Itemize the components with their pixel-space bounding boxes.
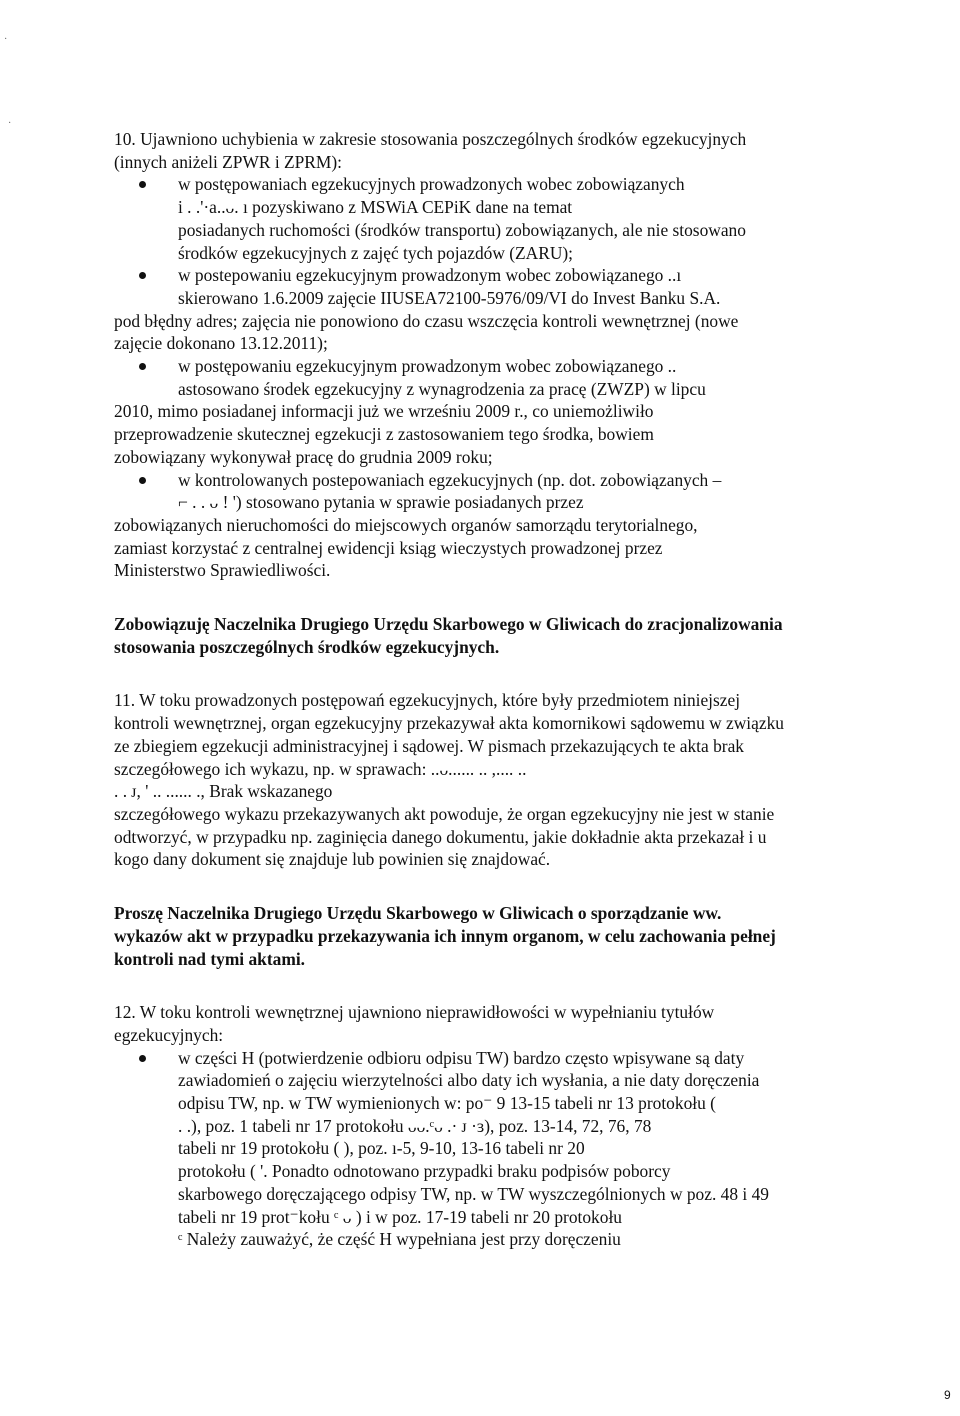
list-item-line: 2010, mimo posiadanej informacji już we wrześniu 2009 r., co uniemożliwiło xyxy=(114,401,654,422)
list-item-line: tabeli nr 19 protokołu ( ), poz. ı-5, 9-10, 13-16 tabeli nr 20 xyxy=(178,1138,585,1159)
scan-speck: · xyxy=(4,34,8,45)
list-item-line: tabeli nr 19 prot⁻kołu ᶜ ᴗ ) i w poz. 17-19 tabeli nr 20 protokołu xyxy=(178,1206,622,1227)
section-10-list-cont xyxy=(114,469,960,514)
document-body xyxy=(114,128,960,1251)
list-item-line: skierowano 1.6.2009 zajęcie IIUSEA72100-5976/09/VI do Invest Banku S.A. xyxy=(178,287,721,308)
list-item-line: przeprowadzenie skutecznej egzekucji z zastosowaniem tego środka, bowiem xyxy=(114,424,654,445)
instruction-line: Zobowiązuję Naczelnika Drugiego Urzędu Skarbowego w Gliwicach do zracjonalizowania xyxy=(114,614,783,635)
section-11-line: szczegółowego ich wykazu, np. w sprawach: ..ᴗ...... .. ,.... .. xyxy=(114,758,527,779)
list-item xyxy=(114,355,960,400)
instruction-1 xyxy=(114,613,960,658)
bullet-icon xyxy=(139,1055,146,1062)
instruction-2 xyxy=(114,902,960,970)
list-item-line: środków egzekucyjnych z zajęć tych pojazdów (ZARU); xyxy=(178,242,574,263)
list-item-line: pod błędny adres; zajęcia nie ponowiono do czasu wszczęcia kontroli wewnętrznej (nowe xyxy=(114,310,739,331)
section-10-line: 10. Ujawniono uchybienia w zakresie stosowania poszczególnych środków egzekucyjnych xyxy=(114,129,747,149)
list-item-line: w postepowaniu egzekucyjnym prowadzonym wobec zobowiązanego ..ı xyxy=(178,265,682,286)
instruction-line: kontroli nad tymi aktami. xyxy=(114,948,305,969)
section-10-list xyxy=(114,173,960,309)
list-item-line: zobowiązanych nieruchomości do miejscowych organów samorządu terytorialnego, xyxy=(114,514,698,535)
section-11-line: kontroli wewnętrznej, organ egzekucyjny przekazywał akta komornikowi sądowemu w związku xyxy=(114,713,784,734)
section-11-line: kogo dany dokument się znajduje lub powinien się znajdować. xyxy=(114,849,551,870)
section-11 xyxy=(114,689,960,871)
list-item-line: Ministerstwo Sprawiedliwości. xyxy=(114,560,331,581)
bullet-icon xyxy=(139,363,146,370)
list-item-line: w postępowaniu egzekucyjnym prowadzonym wobec zobowiązanego .. xyxy=(178,356,677,377)
section-11-line: 11. W toku prowadzonych postępowań egzekucyjnych, które były przedmiotem niniejszej xyxy=(114,690,741,711)
list-item-line: astosowano środek egzekucyjny z wynagrodzenia za pracę (ZWZP) w lipcu xyxy=(178,378,706,399)
instruction-line: wykazów akt w przypadku przekazywania ich innym organom, w celu zachowania pełnej xyxy=(114,925,776,946)
section-12-line: 12. W toku kontroli wewnętrznej ujawniono nieprawidłowości w wypełnianiu tytułów xyxy=(114,1002,715,1023)
section-12-line: egzekucyjnych: xyxy=(114,1024,224,1045)
section-11-line: ze zbiegiem egzekucji administracyjnej i sądowej. W pismach przekazujących te akta brak xyxy=(114,735,744,756)
list-item-line: i . .'·a..ᴗ. ı pozyskiwano z MSWiA CEPiK dane na temat xyxy=(178,197,573,218)
section-12 xyxy=(114,1001,960,1251)
list-item-line: ⌐ . . ᴗ ! ') stosowano pytania w sprawie posiadanych przez xyxy=(178,492,584,513)
list-item-line: zawiadomień o zajęciu wierzytelności albo daty ich wysłania, a nie daty doręczenia xyxy=(178,1070,760,1091)
list-item-line: odpisu TW, np. w TW wymienionych w: po⁻ 9 13-15 tabeli nr 13 protokołu ( xyxy=(178,1093,716,1114)
section-11-line: szczegółowego wykazu przekazywanych akt powoduje, że organ egzekucyjny nie jest w stanie xyxy=(114,803,775,824)
list-item-line: zamiast korzystać z centralnej ewidencji ksiąg wieczystych prowadzonej przez xyxy=(114,537,663,558)
list-item-line: skarbowego doręczającego odpisy TW, np. w TW wyszczególnionych w poz. 48 i 49 xyxy=(178,1183,769,1204)
section-12-list xyxy=(114,1047,960,1251)
section-11-line: . . ᴊ, ' .. ...... ., Brak wskazanego xyxy=(114,781,333,802)
bullet-icon xyxy=(139,477,146,484)
bullet-icon xyxy=(139,272,146,279)
instruction-line: stosowania poszczególnych środków egzekucyjnych. xyxy=(114,636,500,657)
list-item-line: zobowiązany wykonywał pracę do grudnia 2009 roku; xyxy=(114,446,493,467)
list-item-line: zajęcie dokonano 13.12.2011); xyxy=(114,333,328,354)
list-item-line: w kontrolowanych postepowaniach egzekucyjnych (np. dot. zobowiązanych – xyxy=(178,469,722,490)
instruction-line: Proszę Naczelnika Drugiego Urzędu Skarbowego w Gliwicach o sporządzanie ww. xyxy=(114,903,722,924)
list-item-line: protokołu ( '. Ponadto odnotowano przypadki braku podpisów poborcy xyxy=(178,1161,671,1182)
list-item-line: w części H (potwierdzenie odbioru odpisu TW) bardzo często wpisywane są daty xyxy=(178,1047,745,1068)
section-10-list-cont xyxy=(114,355,960,400)
list-item xyxy=(114,173,960,264)
section-10 xyxy=(114,128,960,582)
bullet-icon xyxy=(139,181,146,188)
list-item-line: posiadanych ruchomości (środków transportu) zobowiązanych, ale nie stosowano xyxy=(178,219,746,240)
list-item xyxy=(114,469,960,514)
list-item xyxy=(114,264,960,309)
section-11-line: odtworzyć, w przypadku np. zaginięcia danego dokumentu, jakie dokładnie akta przekazał i u xyxy=(114,826,767,847)
list-item xyxy=(114,1047,960,1251)
page-number: 9 xyxy=(944,1388,951,1402)
section-10-line: (innych aniżeli ZPWR i ZPRM): xyxy=(114,151,342,172)
list-item-line: . .), poz. 1 tabeli nr 17 protokołu ᴗᴗ.ᶜᴗ .· ᴊ ·ɜ), poz. 13-14, 72, 76, 78 xyxy=(178,1115,652,1136)
scan-speck: · xyxy=(8,118,12,129)
list-item-line: ᶜ Należy zauważyć, że część H wypełniana jest przy doręczeniu xyxy=(178,1229,621,1250)
list-item-line: w postępowaniach egzekucyjnych prowadzonych wobec zobowiązanych xyxy=(178,174,685,195)
